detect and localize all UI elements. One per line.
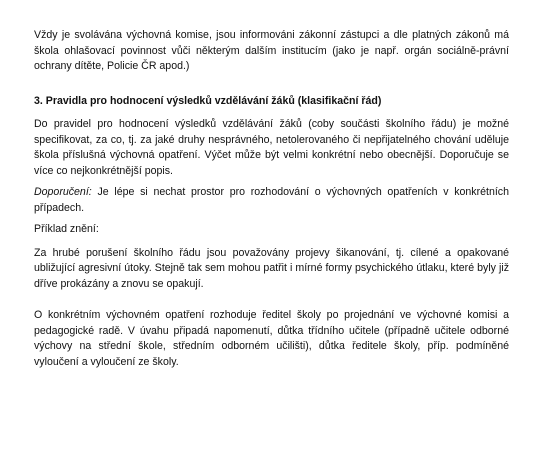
example-quote-measures: O konkrétním výchovném opatření rozhoduje ředitel školy po projednání ve výchovné komisi a pedagogické radě. V úvahu připadá napomenutí, důtka třídního učitele (případně učitele odborné výchovy na střední škole, středním odborném učilišti), důtka ředitele školy, příp. podmíněné vyloučení a vyloučení ze školy. bbox=[34, 309, 509, 368]
recommendation-text: Je lépe si nechat prostor pro rozhodování o výchovných opatřeních v konkrétních případech. bbox=[34, 186, 509, 214]
example-label: Příklad znění: bbox=[34, 223, 99, 235]
section-heading: 3. Pravidla pro hodnocení výsledků vzdělávání žáků (klasifikační řád) bbox=[34, 94, 382, 107]
intro-paragraph: Vždy je svolávána výchovná komise, jsou informováni zákonní zástupci a dle platných zákonů má škola ohlašovací povinnost vůči některým dalším institucím (jako je např. orgán sociálně-právní ochrany dítěte, Policie ČR apod.) bbox=[34, 29, 509, 72]
recommendation-paragraph bbox=[34, 185, 509, 216]
recommendation-label: Doporučení: bbox=[34, 186, 92, 198]
example-quote-bullying: Za hrubé porušení školního řádu jsou považovány projevy šikanování, tj. cílené a opakované ubližující agresivní útoky. Stejně tak sem mohou patřit i mírné formy psychického útlaku, které byly již dříve prokázány a znovu se opakují. bbox=[34, 246, 509, 290]
rules-paragraph: Do pravidel pro hodnocení výsledků vzdělávání žáků (coby součásti školního řádu) je možné specifikovat, za co, tj. za jaké druhy nesprávného, netolerovaného či nepřijatelného chování uděluje škola příslušná výchovná opatření. Výčet může být velmi konkrétní nebo obecnější. Doporučuje se více co nejkonkrétnější popis. bbox=[34, 118, 509, 177]
